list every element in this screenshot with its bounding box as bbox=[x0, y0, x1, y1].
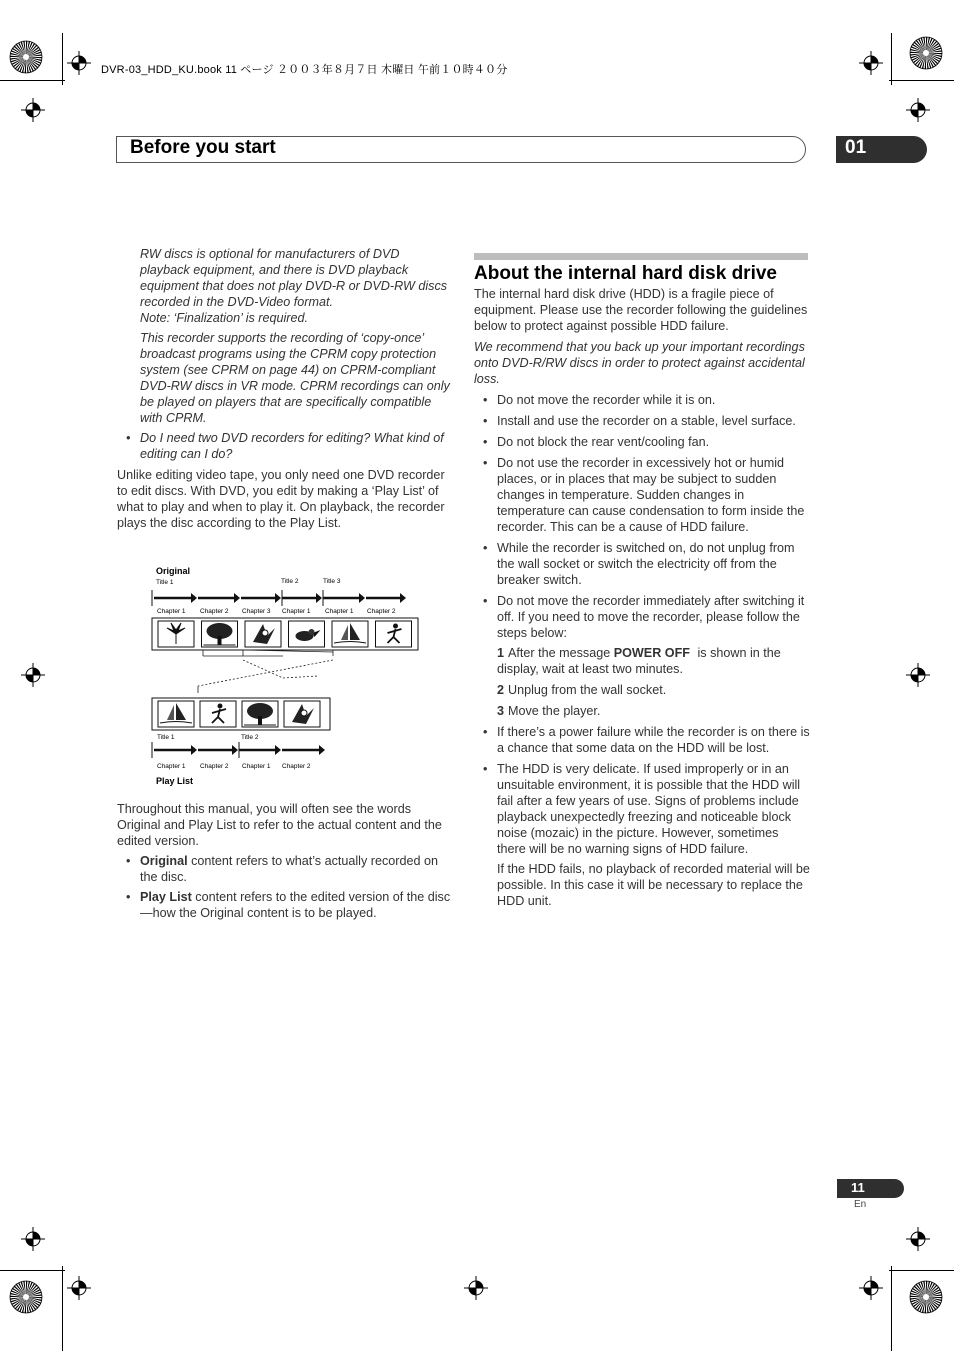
italic-paragraph: This recorder supports the recording of ‘copy-once’ broadcast programs using the CPRM copy protection system (see CPRM on page 44) on CPRM-compliant DVD-RW discs in VR mode. CPRM recordings can only be played on players that are specifically compatible with CPRM. bbox=[140, 331, 450, 425]
arrowhead-icon bbox=[232, 745, 238, 755]
chapter-label: Chapter 1 bbox=[325, 608, 354, 615]
arrowhead-icon bbox=[191, 593, 197, 603]
left-column-lower bbox=[117, 801, 451, 921]
list-item: • Do not block the rear vent/cooling fan. bbox=[474, 434, 810, 450]
arrowhead-icon bbox=[359, 593, 365, 603]
title-label: Title 1 bbox=[157, 734, 175, 741]
chapter-label: Chapter 1 bbox=[157, 763, 186, 770]
registration-starburst-icon bbox=[9, 40, 43, 74]
hdd-warnings-list bbox=[474, 724, 810, 857]
intro-paragraph: The internal hard disk drive (HDD) is a fragile piece of equipment. Please use the recorder following the guidelines below to protect against possible HDD failure. bbox=[474, 287, 808, 333]
list-item: • Install and use the recorder on a stable, level surface. bbox=[474, 413, 810, 429]
crop-line bbox=[889, 1270, 954, 1271]
registration-starburst-icon bbox=[909, 36, 943, 70]
chapter-label: Chapter 1 bbox=[157, 608, 186, 615]
title-label: Title 3 bbox=[323, 578, 341, 585]
crosshair-target-icon bbox=[859, 51, 883, 75]
crosshair-target-icon bbox=[21, 663, 45, 687]
step-3 bbox=[474, 703, 810, 719]
crop-line bbox=[0, 1270, 65, 1271]
print-file-info: DVR-03_HDD_KU.book 11 ページ ２００３年８月７日 木曜日 午前１０時４０分 bbox=[101, 64, 508, 76]
skater-picture-icon bbox=[200, 701, 236, 727]
chapter-label: Chapter 3 bbox=[242, 608, 271, 615]
crop-line bbox=[62, 33, 63, 85]
page-number: 11 bbox=[851, 1180, 865, 1195]
display-message: POWER OFF bbox=[613, 646, 690, 660]
tree-picture-icon bbox=[242, 701, 278, 727]
left-column bbox=[117, 246, 451, 531]
crosshair-target-icon bbox=[21, 98, 45, 122]
step-1 bbox=[474, 645, 810, 677]
step-text: Unplug from the wall socket. bbox=[508, 683, 667, 697]
arrowhead-icon bbox=[319, 745, 325, 755]
question-bullet: • Do I need two DVD recorders for editing? What kind of editing can I do? bbox=[117, 430, 451, 462]
crop-line bbox=[889, 80, 954, 81]
heading-rule bbox=[474, 253, 808, 260]
arrowhead-icon bbox=[191, 745, 197, 755]
page-language: En bbox=[854, 1199, 867, 1210]
step-number: 3 bbox=[497, 704, 505, 718]
bullet-term: Original bbox=[140, 854, 188, 868]
right-column bbox=[474, 286, 810, 909]
skater-picture-icon bbox=[376, 621, 412, 647]
body-paragraph: Throughout this manual, you will often see the words Original and Play List to refer to the actual content and the edited version. bbox=[117, 802, 442, 848]
list-item: • The HDD is very delicate. If used improperly or in an unsuitable environment, it is possible that the HDD will fail after a few years of use. Signs of problems include playback unexpectedly freezing and noticeable block noise (mozaic) in the picture. However, sometimes there will be no warning signs of HDD failure. bbox=[474, 761, 810, 857]
arrowhead-icon bbox=[400, 593, 406, 603]
crosshair-target-icon bbox=[906, 663, 930, 687]
step-text: Move the player. bbox=[508, 704, 601, 718]
step-number: 2 bbox=[497, 683, 505, 697]
original-playlist-diagram bbox=[148, 560, 433, 792]
section-title: Before you start bbox=[130, 137, 276, 158]
playlist-bullet bbox=[117, 889, 451, 921]
tree-picture-icon bbox=[202, 621, 238, 647]
registration-starburst-icon bbox=[9, 1280, 43, 1314]
diagram-playlist-label: Play List bbox=[156, 776, 194, 786]
diagram-original-label: Original bbox=[156, 566, 191, 576]
flower-picture-icon bbox=[284, 701, 320, 727]
crosshair-target-icon bbox=[906, 1227, 930, 1251]
backup-recommendation: We recommend that you back up your important recordings onto DVD-R/RW discs in order to protect against accidental loss. bbox=[474, 340, 805, 386]
chapter-label: Chapter 2 bbox=[282, 763, 311, 770]
hdd-guidelines-list bbox=[474, 392, 810, 641]
arrowhead-icon bbox=[234, 593, 240, 603]
crosshair-target-icon bbox=[67, 1276, 91, 1300]
arrowhead-icon bbox=[316, 593, 322, 603]
final-paragraph: If the HDD fails, no playback of recorded material will be possible. In this case it will be necessary to replace the HDD unit. bbox=[497, 862, 810, 908]
title-label: Title 2 bbox=[241, 734, 259, 741]
arrowhead-icon bbox=[275, 593, 281, 603]
flower-picture-icon bbox=[245, 621, 281, 647]
bullet-text: content refers to what’s actually recorded on the disc. bbox=[140, 854, 438, 884]
chapter-label: Chapter 1 bbox=[242, 763, 271, 770]
step-2 bbox=[474, 682, 810, 698]
sail-picture-icon bbox=[158, 701, 194, 727]
step-number: 1 bbox=[497, 646, 505, 660]
chapter-label: Chapter 2 bbox=[367, 608, 396, 615]
list-item: • While the recorder is switched on, do not unplug from the wall socket or switch the electricity off from the breaker switch. bbox=[474, 540, 810, 588]
body-paragraph: Unlike editing video tape, you only need one DVD recorder to edit discs. With DVD, you edit by making a ‘Play List’ of what to play and when to play it. On playback, the recorder plays the disc according to the Play List. bbox=[117, 468, 445, 530]
connector-line bbox=[243, 660, 283, 678]
crosshair-target-icon bbox=[906, 98, 930, 122]
italic-paragraph: RW discs is optional for manufacturers of DVD playback equipment, and there is DVD playback equipment that does not play DVD-R or DVD-RW discs recorded in the DVD-Video format. bbox=[140, 247, 448, 309]
sail-picture-icon bbox=[332, 621, 368, 647]
title-label: Title 2 bbox=[281, 578, 299, 585]
list-item: • Do not move the recorder immediately after switching it off. If you need to move the recorder, please follow the steps below: bbox=[474, 593, 810, 641]
crosshair-target-icon bbox=[464, 1276, 488, 1300]
bullet-term: Play List bbox=[140, 890, 192, 904]
title-label: Title 1 bbox=[156, 579, 174, 586]
chapter-label: Chapter 1 bbox=[282, 608, 311, 615]
connector-line bbox=[198, 660, 333, 686]
crop-line bbox=[891, 1266, 892, 1351]
chapter-label: Chapter 2 bbox=[200, 608, 229, 615]
step-text: After the message bbox=[508, 646, 614, 660]
section-heading: About the internal hard disk drive bbox=[474, 263, 777, 284]
italic-note: Note: ‘Finalization’ is required. bbox=[140, 311, 308, 325]
crop-line bbox=[0, 80, 65, 81]
bullet-text: content refers to the edited version of the disc—how the Original content is to be played. bbox=[140, 890, 451, 920]
list-item: • If there’s a power failure while the recorder is on there is a chance that some data on the HDD will be lost. bbox=[474, 724, 810, 756]
list-item: • Do not use the recorder in excessively hot or humid places, or in places that may be subject to sudden changes in temperature. Sudden changes in temperature can cause condensation to form inside the recorder. This can be a cause of HDD failure. bbox=[474, 455, 810, 535]
arrowhead-icon bbox=[275, 745, 281, 755]
chapter-label: Chapter 2 bbox=[200, 763, 229, 770]
page-number-tab bbox=[837, 1179, 904, 1198]
chapter-number: 01 bbox=[845, 137, 867, 158]
crosshair-target-icon bbox=[21, 1227, 45, 1251]
leaf-picture-icon bbox=[158, 621, 194, 647]
registration-starburst-icon bbox=[909, 1280, 943, 1314]
original-bullet bbox=[117, 853, 451, 885]
list-item: • Do not move the recorder while it is on. bbox=[474, 392, 810, 408]
crop-line bbox=[62, 1266, 63, 1351]
bird-picture-icon bbox=[289, 621, 325, 647]
crop-line bbox=[891, 33, 892, 85]
crosshair-target-icon bbox=[859, 1276, 883, 1300]
crosshair-target-icon bbox=[67, 51, 91, 75]
step-text: is shown in the display, wait at least two minutes. bbox=[497, 646, 781, 676]
